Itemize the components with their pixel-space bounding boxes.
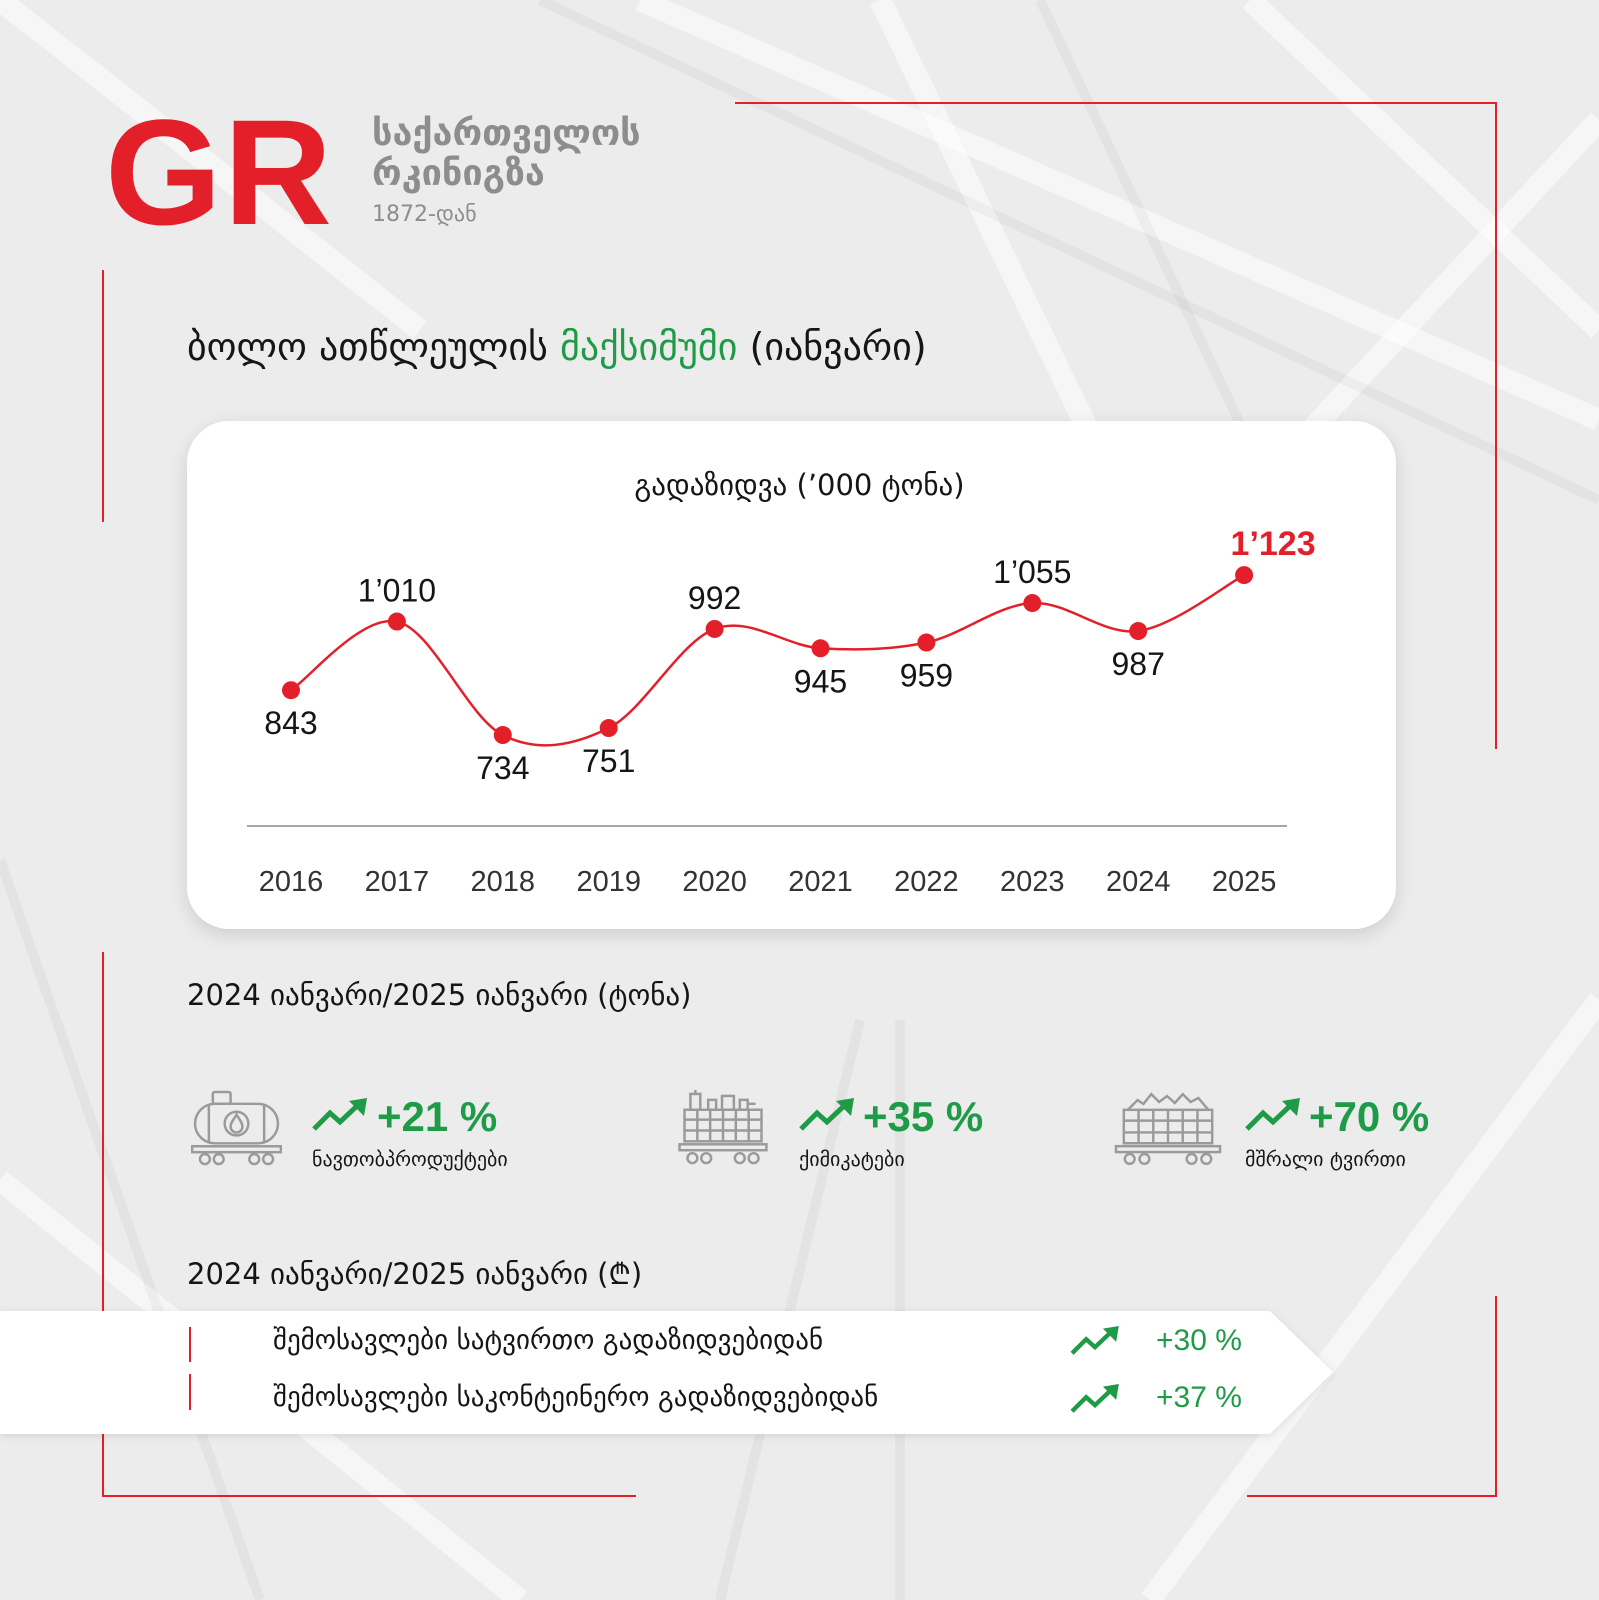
page-title [187,325,927,369]
item-label: მშრალი ტვირთი [1245,1147,1406,1171]
data-label: 843 [264,705,318,742]
change-percent: +21 % [377,1093,498,1140]
frame-line-bottom-left [102,1495,636,1497]
x-tick-label: 2019 [576,866,641,898]
revenue-change: +37 % [1156,1381,1242,1414]
data-label-highlight: 1’123 [1230,525,1316,564]
trend-up-icon [1070,1326,1120,1356]
data-point [388,613,406,631]
x-tick-label: 2021 [788,866,853,898]
frame-line-bottom-right [1247,1495,1497,1497]
data-point [917,634,935,652]
x-tick-label: 2017 [364,866,430,898]
chart-title: გადაზიდვა (’000 ტონა) [634,468,965,502]
title-part2: (იანვარი) [749,325,927,369]
data-point [600,719,618,737]
data-point [1235,566,1253,584]
revenue-heading: 2024 იანვარი/2025 იანვარი (₾) [187,1257,643,1291]
data-label: 945 [793,663,848,700]
data-label: 734 [476,750,530,787]
data-point [1023,594,1041,612]
item-label: ქიმიკატები [799,1147,905,1171]
logo-mark: GR [105,88,334,256]
item-label: ნავთობპროდუქტები [312,1147,508,1171]
trend-up-icon [1070,1384,1120,1414]
change-percent: +70 % [1309,1093,1430,1140]
bulk-car-icon [1114,1090,1222,1167]
revenue-row-label: შემოსავლები სატვირთო გადაზიდვებიდან [273,1325,824,1356]
chart-card [187,421,1396,929]
logo-since: 1872-დან [372,202,477,227]
x-tick-label: 2025 [1211,866,1277,898]
tank-car-icon [191,1090,282,1167]
data-label: 959 [899,657,954,694]
data-point [812,639,830,657]
trend-up-icon [312,1098,368,1132]
revenue-row-label: შემოსავლები საკონტეინერო გადაზიდვებიდან [273,1382,879,1413]
data-label: 751 [582,743,636,780]
frame-line-left-upper [102,270,104,522]
data-point [706,620,724,638]
data-label: 1’010 [357,572,437,609]
trend-up-icon [1245,1098,1301,1132]
logo-name-line1: საქართველოს [372,113,641,154]
data-point [1129,622,1147,640]
line-chart [187,421,1396,929]
logo-name-line2: რკინიგზა [372,153,545,194]
data-point [282,681,300,699]
frame-line-top [735,102,1497,104]
data-label: 987 [1111,646,1165,683]
x-tick-label: 2023 [1000,866,1065,898]
x-tick-label: 2016 [258,866,324,898]
trend-up-icon [799,1098,855,1132]
frame-line-right-upper [1495,102,1497,749]
x-tick-label: 2018 [470,866,536,898]
tonnage-heading: 2024 იანვარი/2025 იანვარი (ტონა) [187,978,692,1012]
title-part1: ბოლო ათწლეულის [187,325,548,369]
data-point [494,726,512,744]
title-highlight: მაქსიმუმი [560,325,738,369]
change-percent: +35 % [863,1093,984,1140]
x-tick-label: 2024 [1105,866,1171,898]
chemical-car-icon [678,1090,768,1167]
data-label: 1’055 [993,554,1072,591]
revenue-change: +30 % [1156,1324,1242,1357]
frame-line-right-lower [1495,1296,1497,1497]
row-marker [189,1374,191,1410]
x-tick-label: 2020 [682,866,747,898]
x-tick-label: 2022 [894,866,959,898]
data-label: 992 [687,579,742,616]
row-marker [189,1327,191,1362]
